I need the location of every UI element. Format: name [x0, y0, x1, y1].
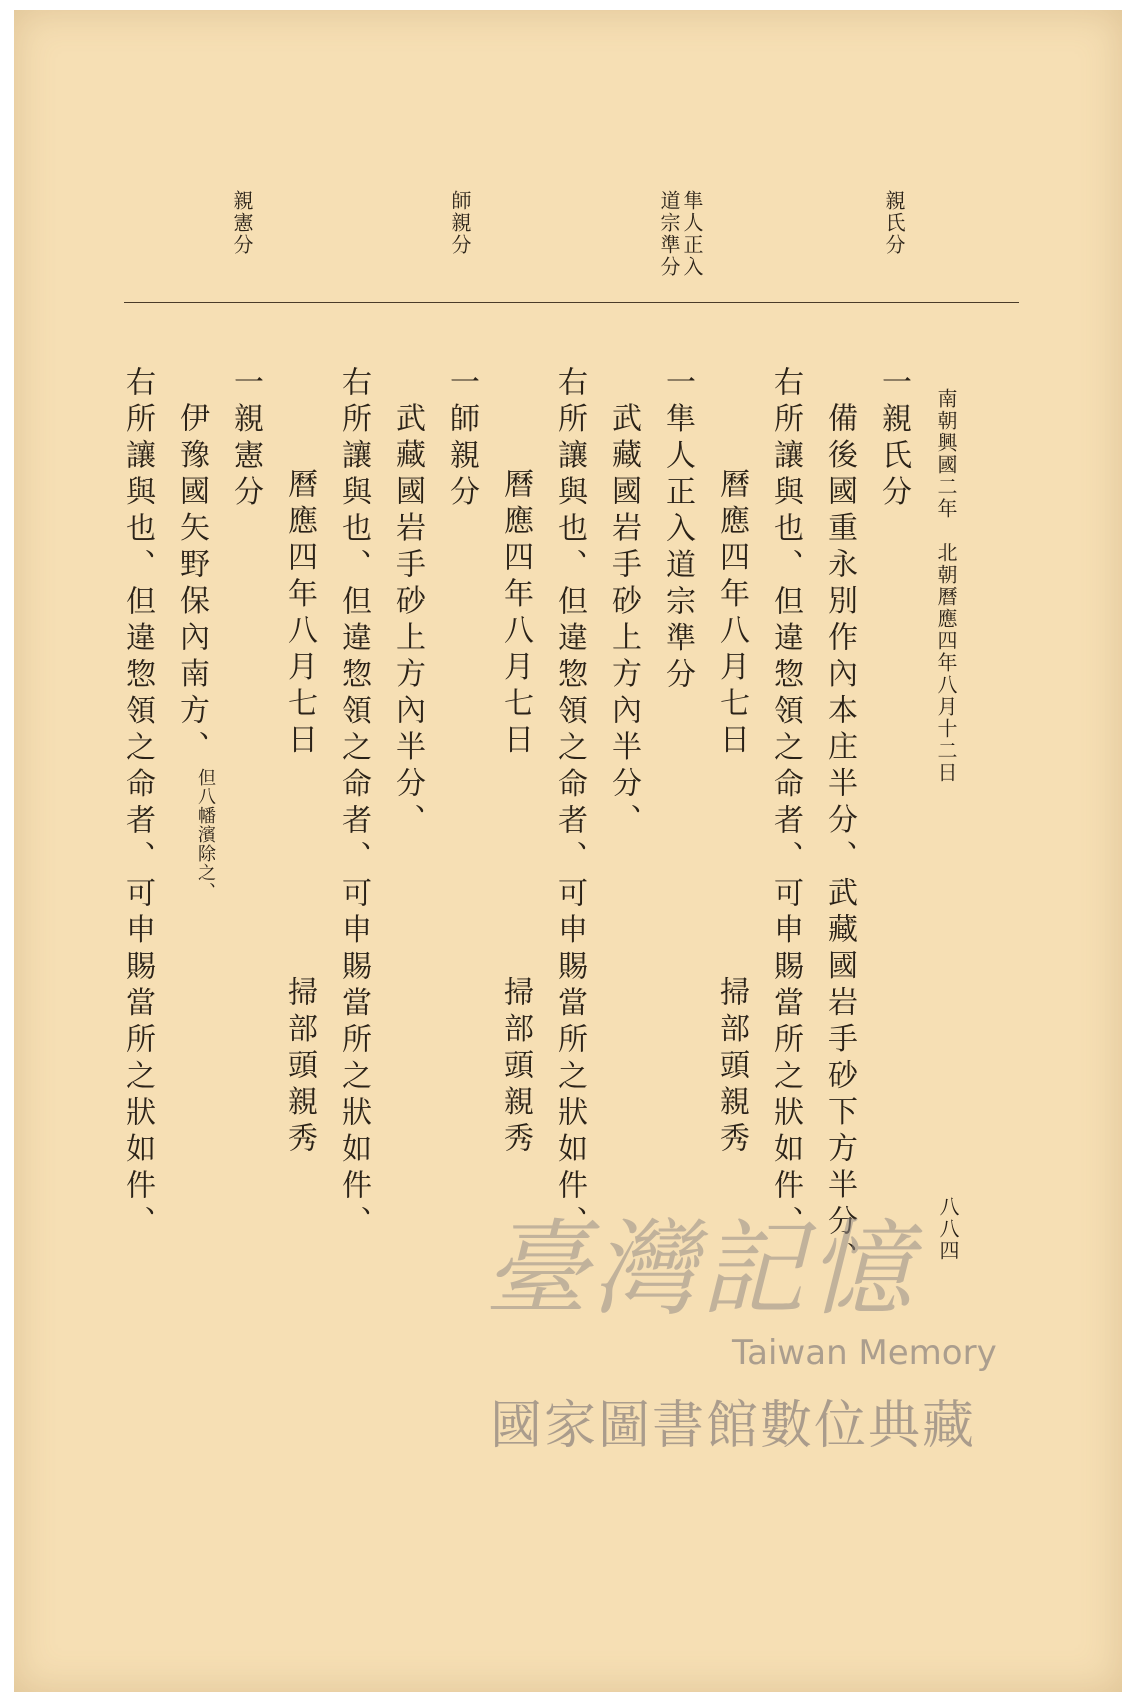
column-head-chikanori: 親憲分: [230, 190, 254, 256]
doc3-title: 一師親分: [444, 366, 479, 512]
doc3-signer: 掃部頭親秀: [282, 976, 317, 1159]
doc1-line: 備後國重永別作內本庄半分、武藏國岩手砂下方半分、: [822, 402, 857, 1278]
header-rule: [124, 302, 1019, 303]
doc4-line: 伊豫國矢野保內南方、: [174, 402, 209, 767]
column-head-hayato-line1: 隼人正入: [680, 190, 704, 278]
doc2-closing: 右所讓與也、但違惣領之命者、可申賜當所之狀如件、: [552, 366, 587, 1242]
doc2-line: 武藏國岩手砂上方內半分、: [606, 402, 641, 840]
doc4-line-note: 但八幡濱除之、: [195, 768, 216, 901]
doc3-date: 曆應四年八月七日: [282, 468, 317, 760]
running-head: 南朝興國二年 北朝曆應四年八月十二日: [934, 388, 958, 784]
doc3-closing: 右所讓與也、但違惣領之命者、可申賜當所之狀如件、: [336, 366, 371, 1242]
doc1-title: 一親氏分: [876, 366, 911, 512]
page-number: 八八四: [936, 1196, 960, 1262]
watermark-english: Taiwan Memory: [732, 1333, 997, 1373]
doc1-signer: 掃部頭親秀: [714, 976, 749, 1159]
taiwan-memory-watermark: [484, 1185, 1004, 1605]
doc1-date: 曆應四年八月七日: [714, 468, 749, 760]
column-head-morochika: 師親分: [448, 190, 472, 256]
doc4-closing: 右所讓與也、但違惣領之命者、可申賜當所之狀如件、: [120, 366, 155, 1242]
document-page: [14, 10, 1122, 1692]
watermark-calligraphy: 臺灣記憶: [484, 1208, 917, 1330]
doc4-title: 一親憲分: [228, 366, 263, 512]
column-head-hayato-line2: 道宗準分: [657, 190, 681, 278]
doc2-date: 曆應四年八月七日: [498, 468, 533, 760]
watermark-subtitle: 國家圖書館數位典藏: [490, 1396, 977, 1456]
doc2-title: 一隼人正入道宗準分: [660, 366, 695, 695]
doc2-signer: 掃部頭親秀: [498, 976, 533, 1159]
doc3-line: 武藏國岩手砂上方內半分、: [390, 402, 425, 840]
doc1-closing: 右所讓與也、但違惣領之命者、可申賜當所之狀如件、: [768, 366, 803, 1242]
column-head-chikauji: 親氏分: [882, 190, 906, 256]
